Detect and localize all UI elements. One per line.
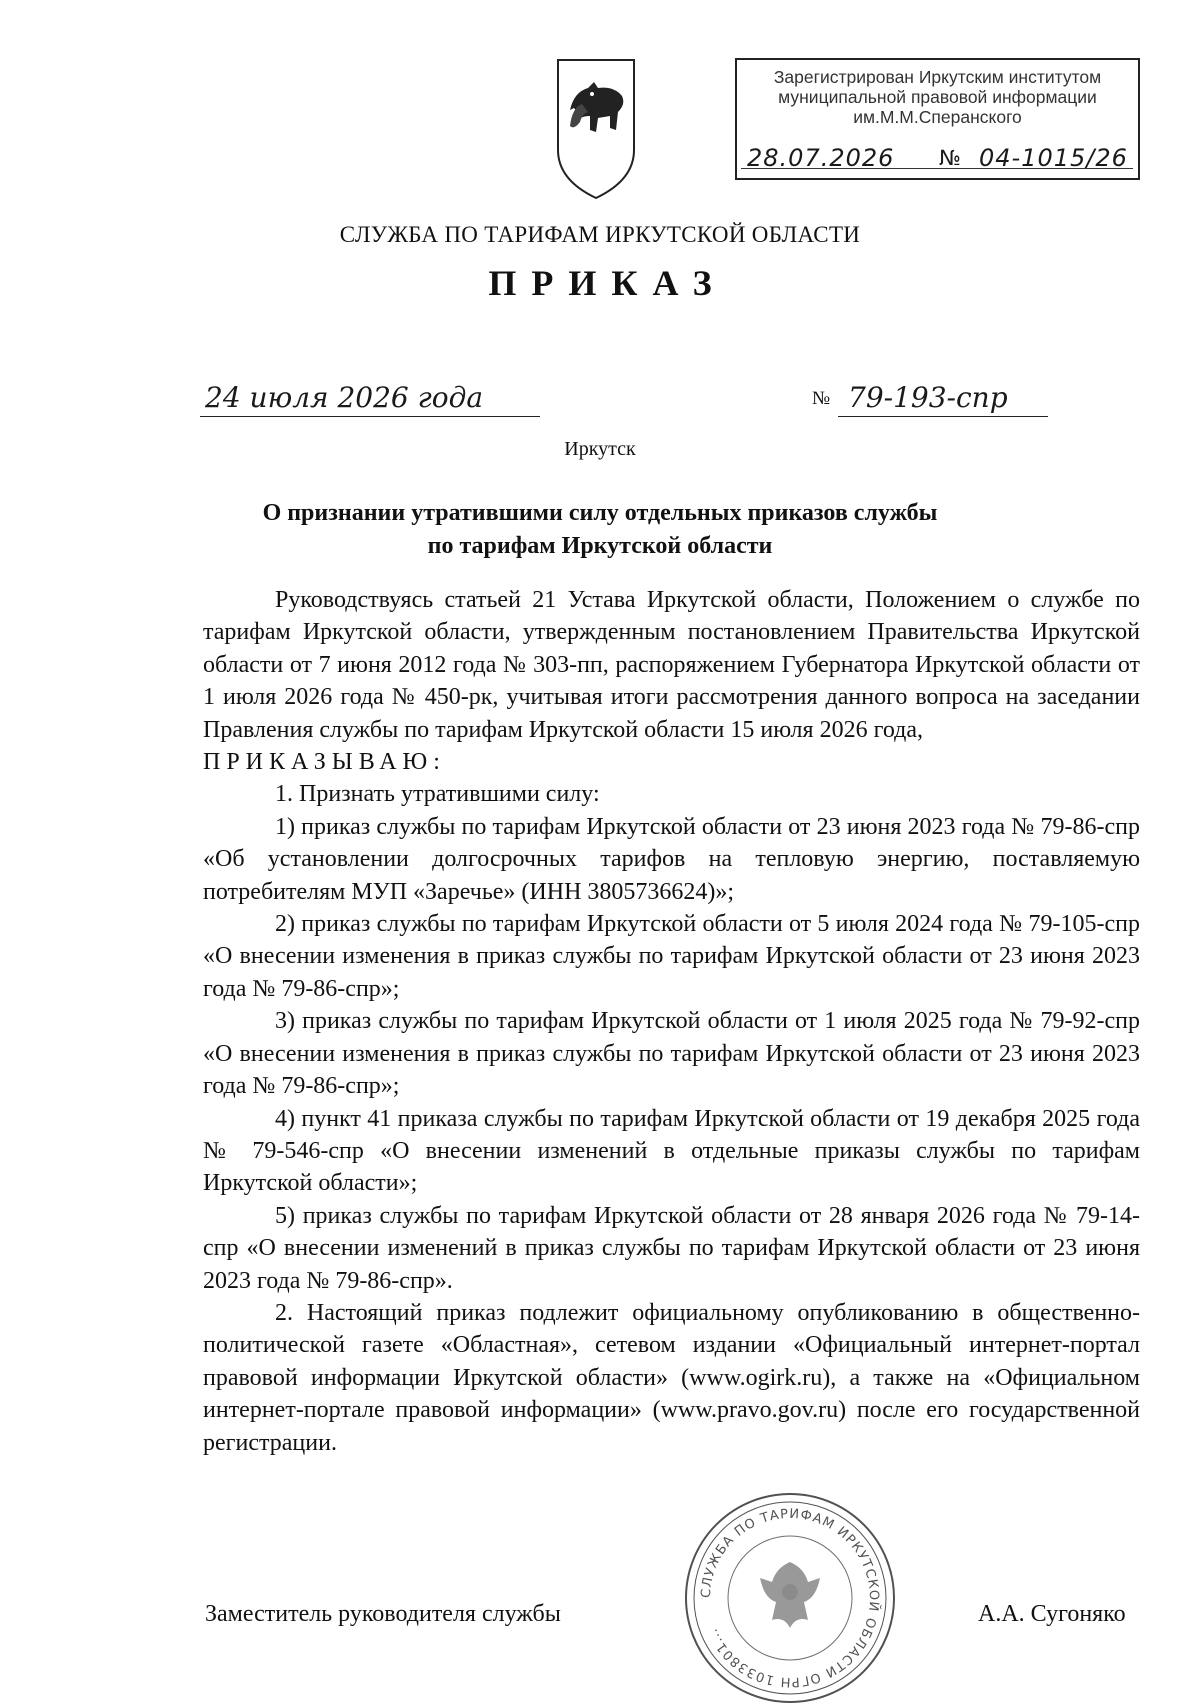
registration-underline	[741, 168, 1133, 169]
seal-text: СЛУЖБА ПО ТАРИФАМ ИРКУТСКОЙ ОБЛАСТИ ОГРН 1033801...	[698, 1506, 882, 1690]
preamble-paragraph: Руководствуясь статьей 21 Устава Иркутской области, Положением о службе по тарифам Иркутской области, утвержденным постановлением Правительства Иркутской области от 7 июня 2012 года № 303-пп, распоряжением Губернатора Иркутской области от 1 июля 2026 года № 450-рк, учитывая итоги рассмотрения данного вопроса на заседании Правления службы по тарифам Иркутской области 15 июля 2026 года,	[203, 587, 1140, 743]
registration-number-sign: №	[939, 146, 962, 170]
official-seal	[680, 1488, 900, 1708]
order-word: ПРИКАЗЫВАЮ:	[203, 749, 446, 776]
signer-name: А.А. Сугоняко	[978, 1601, 1126, 1627]
item-1-sub-2: 2) приказ службы по тарифам Иркутской области от 5 июля 2024 года № 79-105-спр «О внесении изменения в приказ службы по тарифам Иркутской области от 23 июня 2023 года № 79-86-спр»;	[203, 911, 1140, 1002]
item-1-sub-3: 3) приказ службы по тарифам Иркутской области от 1 июля 2025 года № 79-92-спр «О внесении изменения в приказ службы по тарифам Иркутской области от 23 июня 2023 года № 79-86-спр»;	[203, 1008, 1140, 1100]
organization-name: СЛУЖБА ПО ТАРИФАМ ИРКУТСКОЙ ОБЛАСТИ	[339, 222, 861, 247]
order-date: 24 июля 2026 года	[205, 381, 484, 414]
item-2-paragraph: 2. Настоящий приказ подлежит официальному опубликованию в общественно-политической газете «Областная», сетевом издании «Официальный интернет-портал правовой информации Иркутской области» (www.ogirk.ru), а также на «Официальном интернет-портале правовой информации» (www.pravo.gov.ru) после его государственной регистрации.	[203, 1299, 1140, 1456]
registration-stamp-line2: муниципальной правовой информации	[778, 87, 1097, 107]
item-1-sub-5: 5) приказ службы по тарифам Иркутской области от 28 января 2026 года № 79-14-спр «О внесении изменений в приказ службы по тарифам Иркутской области от 23 июня 2023 года № 79-86-спр».	[203, 1202, 1140, 1294]
document-type-title: ПРИКАЗ	[488, 263, 727, 303]
order-date-underline	[200, 416, 540, 417]
registration-stamp	[735, 58, 1140, 180]
registration-date: 28.07.2026	[747, 144, 895, 172]
order-body	[203, 584, 1140, 1459]
order-number-underline	[838, 416, 1048, 417]
signer-position: Заместитель руководителя службы	[205, 1601, 561, 1627]
registration-stamp-line3: им.М.М.Сперанского	[853, 107, 1022, 127]
coat-of-arms-emblem	[552, 52, 640, 202]
item-1-sub-4: 4) пункт 41 приказа службы по тарифам Иркутской области от 19 декабря 2025 года № 79-546-спр «О внесении изменений в отдельные приказы службы по тарифам Иркутской области»;	[203, 1105, 1140, 1197]
item-1-sub-1: 1) приказ службы по тарифам Иркутской области от 23 июня 2023 года № 79-86-спр «Об установлении долгосрочных тарифов на тепловую энергию, поставляемую потребителям МУП «Заречье» (ИНН 3805736624)»;	[203, 813, 1140, 905]
registration-number: 04-1015/26	[979, 144, 1128, 172]
order-number-sign: №	[812, 388, 831, 409]
registration-stamp-line1: Зарегистрирован Иркутским институтом	[773, 67, 1102, 87]
order-number: 79-193-спр	[848, 381, 1008, 414]
item-1-heading: 1. Признать утратившими силу:	[275, 781, 600, 808]
city: Иркутск	[564, 438, 636, 460]
order-subject: О признании утратившими силу отдельных приказов службы по тарифам Иркутской области	[262, 500, 938, 559]
